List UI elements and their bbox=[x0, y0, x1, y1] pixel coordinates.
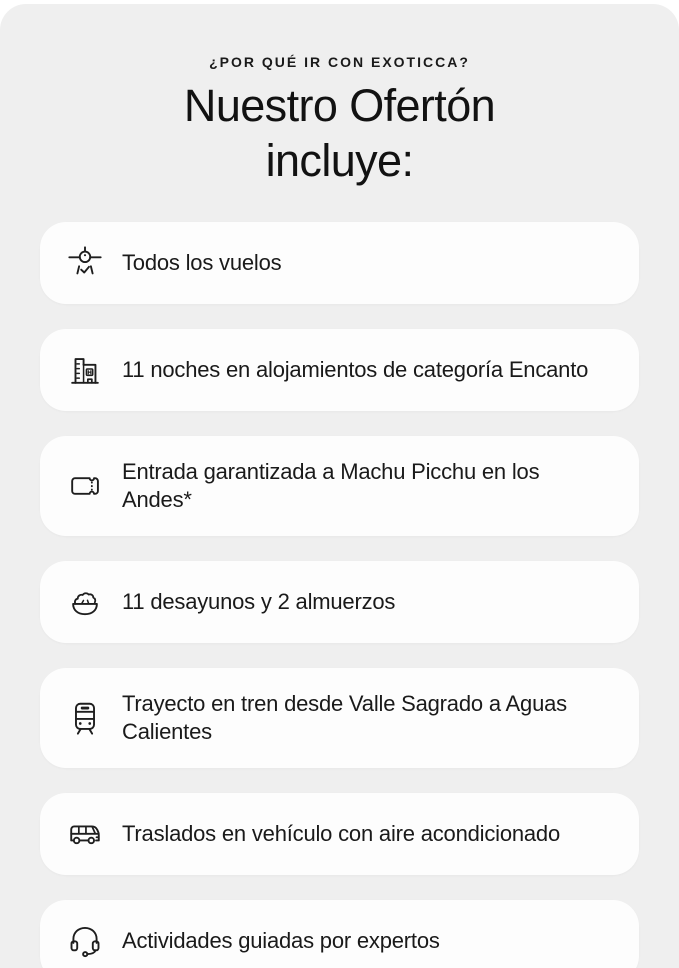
list-item-label: Todos los vuelos bbox=[122, 250, 282, 275]
list-item-flights bbox=[40, 222, 639, 304]
meal-bowl-icon bbox=[66, 583, 104, 621]
section-title-line1: Nuestro Ofertón bbox=[183, 80, 496, 131]
list-item-label: 11 noches en alojamientos de categoría Encanto bbox=[122, 357, 589, 382]
section-eyebrow: ¿POR QUÉ IR CON EXOTICCA? bbox=[209, 54, 470, 70]
section-title bbox=[0, 78, 679, 188]
headset-icon bbox=[66, 922, 104, 960]
section-title-line2: incluye: bbox=[265, 135, 414, 186]
hotel-icon bbox=[66, 351, 104, 389]
ticket-icon bbox=[66, 467, 104, 505]
plane-check-icon bbox=[66, 244, 104, 282]
bus-icon bbox=[66, 815, 104, 853]
list-item-guided-activities bbox=[40, 900, 639, 968]
list-item-label: Actividades guiadas por expertos bbox=[122, 928, 440, 953]
list-item-label: Traslados en vehículo con aire acondicionado bbox=[122, 821, 560, 846]
train-icon bbox=[66, 699, 104, 737]
list-item-label: Entrada garantizada a Machu Picchu en los Andes* bbox=[122, 459, 540, 512]
list-item-transfers bbox=[40, 793, 639, 875]
list-item-train bbox=[40, 668, 639, 768]
list-item-accommodation bbox=[40, 329, 639, 411]
list-item-label: Trayecto en tren desde Valle Sagrado a Aguas Calientes bbox=[122, 691, 567, 744]
list-item-label: 11 desayunos y 2 almuerzos bbox=[122, 589, 396, 614]
offer-includes-section bbox=[0, 4, 679, 968]
list-item-entrance-ticket bbox=[40, 436, 639, 536]
includes-list bbox=[0, 222, 679, 968]
list-item-meals bbox=[40, 561, 639, 643]
